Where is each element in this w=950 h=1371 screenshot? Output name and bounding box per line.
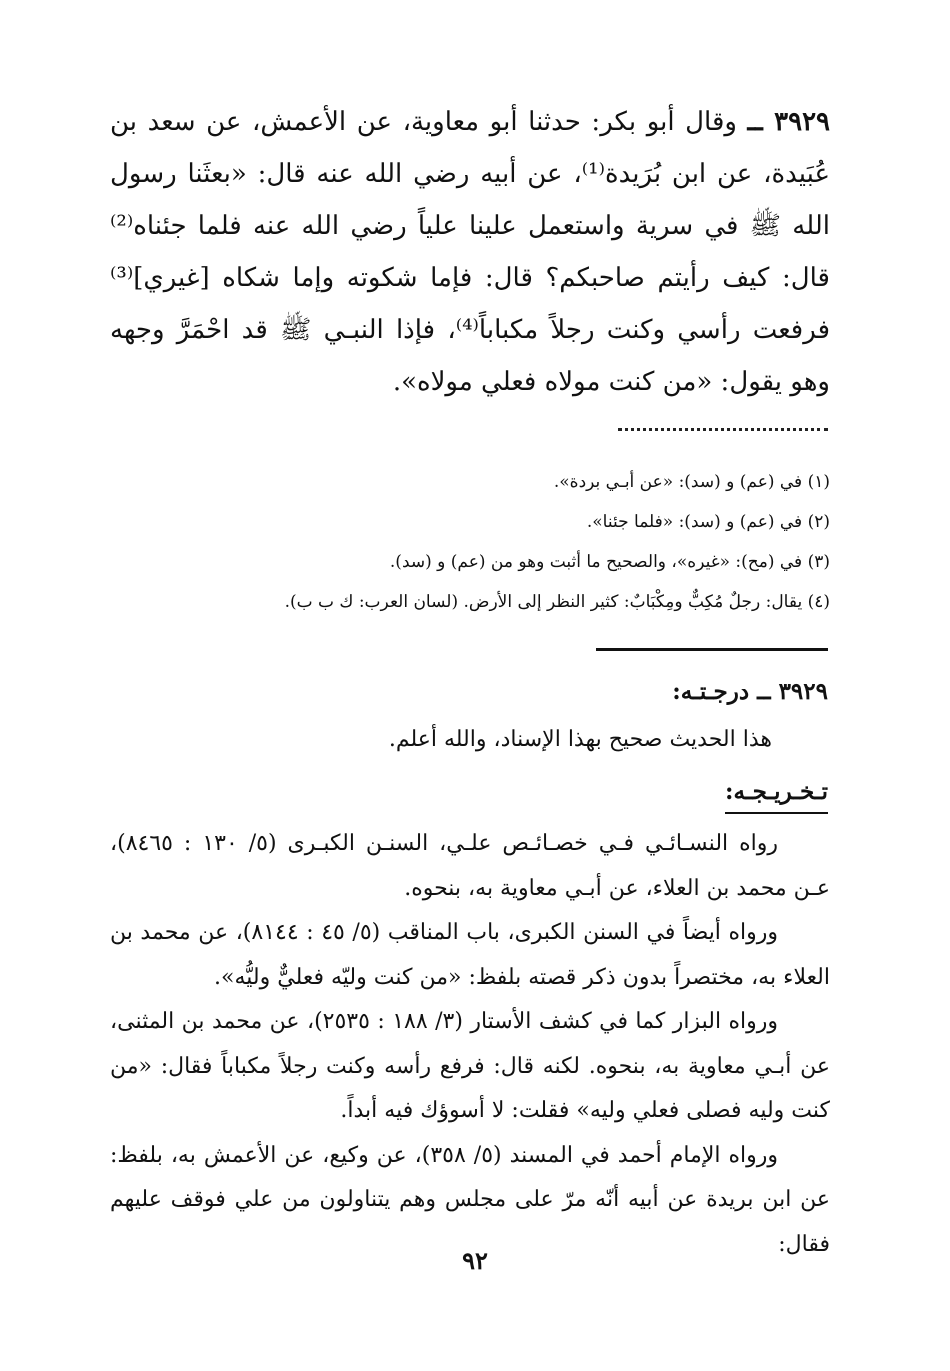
hadith-paragraph bbox=[110, 96, 830, 408]
hadith-number: ٣٩٢٩ ــ bbox=[747, 107, 830, 137]
takhrij-paragraph: ورواه البزار كما في كشف الأستار (٣/ ١٨٨ : ٢٥٣٥)، عن محمد بن المثنى، عن أبـي معاوية به، بنحوه. لكنه قال: فرفع رأسه وكنت رجلاً مكباباً فقال: «من كنت وليه فصلى فعلي وليه» فقلت: لا أسوؤك فيه أبداً. bbox=[110, 1009, 830, 1123]
takhrij-paragraph: رواه النسـائـي فـي خصـائـص علـي، السنـن الكبـرى (٥/ ١٣٠ : ٨٤٦٥)، عـن محمد بن العلاء، عن أبـي معاوية به، بنحوه. bbox=[110, 831, 830, 901]
takhrij-heading: تـخـريـجـه: bbox=[725, 772, 828, 814]
page-number: ٩٢ bbox=[462, 1246, 488, 1275]
footnote-1: (١) في (عم) و (سد): «عن أبـي بردة». bbox=[553, 472, 830, 492]
takhrij-paragraph: ورواه الإمام أحمد في المسند (٥/ ٣٥٨)، عن وكيع، عن الأعمش به، بلفظ: عن ابن بريدة عن أبيه أنّه مرّ على مجلس وهم يتناولون من علي فوقف عليهم فقال: bbox=[110, 1142, 830, 1257]
footnote-4: (٤) يقال: رجلٌ مُكِبٌّ ومِكْبَابٌ: كثير النظر إلى الأرض. (لسان العرب: ك ب ب). bbox=[284, 592, 830, 612]
footnote-3: (٣) في (مح): «غيره»، والصحيح ما أثبت وهو من (عم) و (سد). bbox=[389, 552, 830, 572]
section-divider bbox=[596, 648, 828, 651]
grade-text: هذا الحديث صحيح بهذا الإسناد، والله أعلم. bbox=[388, 727, 772, 752]
footnotes bbox=[110, 462, 830, 622]
grade-heading: ٣٩٢٩ ــ درجـتـه: bbox=[672, 678, 828, 705]
hadith-text: وقال أبو بكر: حدثنا أبو معاوية، عن الأعمش، عن سعد بن عُبَيدة، عن ابن بُرَيدة⁽¹⁾، عن أبيه رضي الله عنه قال: «بعثَنا رسول الله ﷺ في سرية واستعمل علينا علياً رضي الله عنه فلما جئناه⁽²⁾ قال: كيف رأيتم صاحبكم؟ قال: فإما شكوته وإما شكاه [غيري]⁽³⁾ فرفعت رأسي وكنت رجلاً مكباباً⁽⁴⁾، فإذا النبـي ﷺ قد احْمَرَّ وجهه وهو يقول: «من كنت مولاه فعلي مولاه». bbox=[110, 107, 830, 397]
footnote-2: (٢) في (عم) و (سد): «فلما جئنا». bbox=[586, 512, 830, 532]
takhrij-section bbox=[110, 822, 830, 1267]
footnote-separator bbox=[618, 428, 828, 435]
takhrij-paragraph: ورواه أيضاً في السنن الكبرى، باب المناقب (٥/ ٤٥ : ٨١٤٤)، عن محمد بن العلاء به، مختصراً بدون ذكر قصته بلفظ: «من كنت وليّه فعليٌّ وليُّه». bbox=[110, 920, 830, 990]
